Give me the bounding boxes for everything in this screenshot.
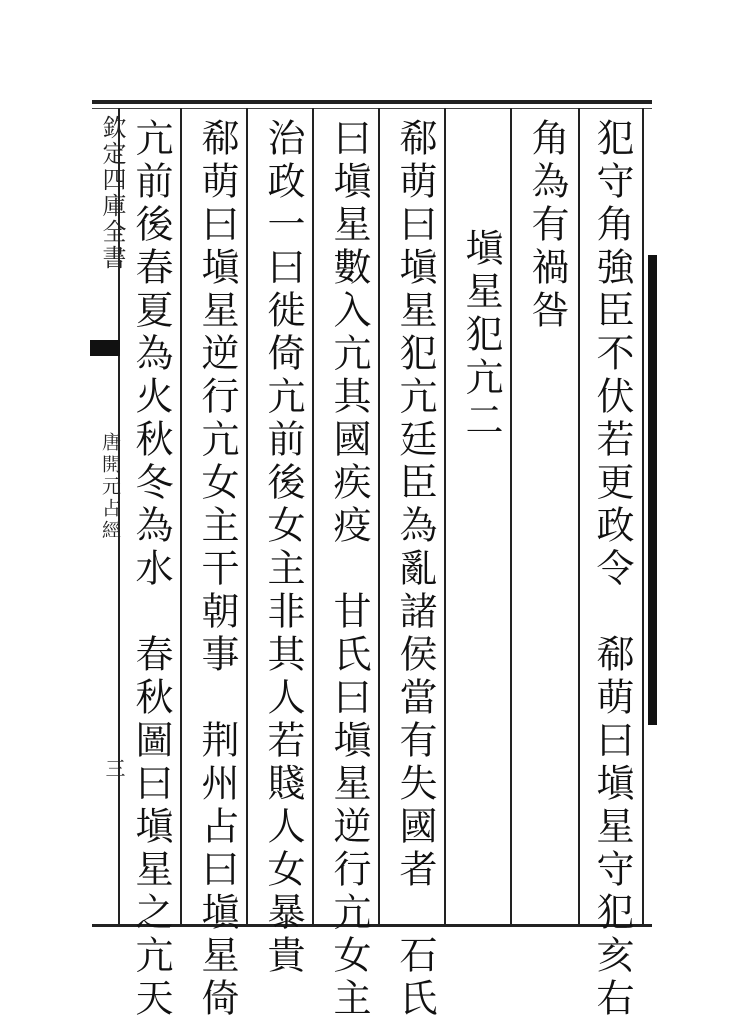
column-divider — [642, 108, 644, 924]
column-divider — [180, 108, 182, 924]
top-border — [92, 100, 652, 104]
column-divider — [444, 108, 446, 924]
book-series-title: 欽定四庫全書 — [98, 115, 126, 271]
column-divider — [312, 108, 314, 924]
text-column-2: 角為有禍咎 — [525, 118, 569, 333]
column-divider — [578, 108, 580, 924]
column-divider — [510, 108, 512, 924]
text-column-5: 曰塡星數入亢其國疾疫 甘氏曰塡星逆行亢女主 — [327, 118, 371, 1021]
book-title: 唐開元占經 — [99, 432, 121, 542]
fish-tail-mark — [90, 340, 120, 356]
column-divider — [246, 108, 248, 924]
text-column-1: 犯守角強臣不伏若更政令 郗萌曰塡星守犯亥右 — [590, 118, 634, 1021]
text-column-8: 亢前後春夏為火秋冬為水 春秋圖曰塡星之亢天 — [129, 118, 173, 1021]
text-column-7: 郗萌曰塡星逆行亢女主干朝事 荆州占曰塡星倚 — [195, 118, 239, 1021]
binding-edge — [648, 255, 657, 725]
text-column-4: 郗萌曰塡星犯亢廷臣為亂諸侯當有失國者 石氏 — [393, 118, 437, 1021]
section-heading: 塡星犯亢二 — [459, 228, 503, 443]
top-border-inner — [92, 108, 652, 109]
page-number: 三 — [102, 758, 126, 778]
text-column-6: 治政一曰徙倚亢前後女主非其人若賤人女暴貴 — [261, 118, 305, 978]
column-divider — [378, 108, 380, 924]
